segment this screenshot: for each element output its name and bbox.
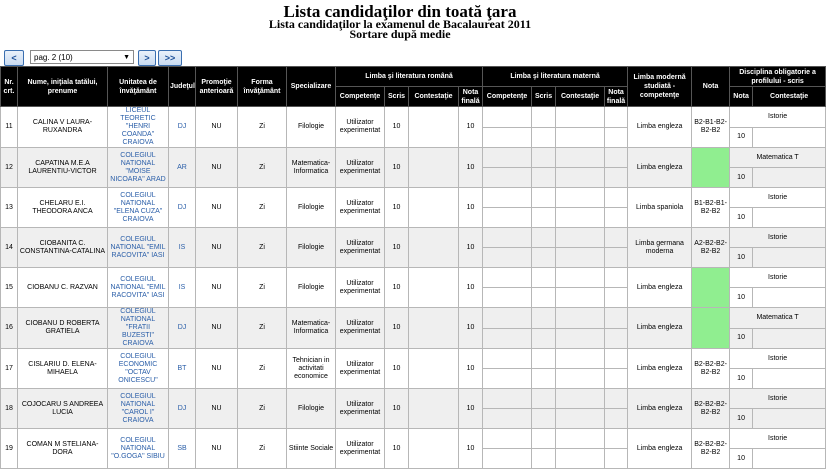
- cell-materna-scris: [532, 429, 556, 449]
- cell-materna-nota: [605, 429, 628, 449]
- cell-specializare: Filologie: [287, 188, 336, 228]
- cell-promotie: NU: [196, 429, 238, 469]
- table-row: [1, 308, 826, 329]
- cell-nume: CALINA V LAURA-RUXANDRA: [18, 107, 108, 148]
- page-select[interactable]: [30, 50, 134, 64]
- cell-disciplina: Istorie: [730, 429, 826, 449]
- cell-materna-scris-2: [532, 328, 556, 349]
- cell-materna-competente: [483, 308, 532, 329]
- cell-disciplina-nota: 10: [730, 288, 753, 308]
- cell-nota: A2-B2-B2-B2-B2: [692, 228, 730, 268]
- cell-materna-scris: [532, 268, 556, 288]
- table-row: [1, 148, 826, 168]
- cell-competente: Utilizator experimentat: [336, 107, 385, 148]
- table-row: [1, 429, 826, 449]
- cell-materna-scris: [532, 228, 556, 248]
- cell-materna-competente-2: [483, 248, 532, 268]
- cell-promotie: NU: [196, 389, 238, 429]
- cell-unitate[interactable]: COLEGIUL NATIONAL "FRATII BUZESTI" CRAIOVA: [108, 308, 169, 349]
- cell-materna-contestatie: [556, 188, 605, 208]
- col-limba-materna: Limba şi literatura maternă: [483, 67, 628, 87]
- cell-judet[interactable]: DJ: [169, 107, 196, 148]
- cell-materna-scris-2: [532, 127, 556, 148]
- cell-nota-finala: 10: [459, 308, 483, 349]
- cell-materna-competente-2: [483, 369, 532, 389]
- cell-nota: B2-B2-B2-B2-B2: [692, 429, 730, 469]
- cell-materna-scris: [532, 148, 556, 168]
- col-judet: Judeţul: [169, 67, 196, 107]
- cell-materna-contestatie: [556, 228, 605, 248]
- cell-competente: Utilizator experimentat: [336, 349, 385, 389]
- cell-nr: 18: [1, 389, 18, 429]
- cell-materna-nota: [605, 148, 628, 168]
- sort-label: Sortare după medie: [349, 27, 451, 41]
- cell-disciplina: Istorie: [730, 228, 826, 248]
- cell-materna-competente: [483, 107, 532, 128]
- cell-nota: [692, 308, 730, 349]
- cell-materna-competente-2: [483, 288, 532, 308]
- cell-unitate[interactable]: COLEGIUL NATIONAL "MOISE NICOARA" ARAD: [108, 148, 169, 188]
- cell-judet[interactable]: DJ: [169, 188, 196, 228]
- sub-competente-materna: Competenţe: [483, 87, 532, 107]
- cell-materna-contestatie: [556, 268, 605, 288]
- cell-nume: CIOBANITA C. CONSTANTINA-CATALINA: [18, 228, 108, 268]
- cell-materna-competente-2: [483, 449, 532, 469]
- cell-materna-competente-2: [483, 127, 532, 148]
- cell-forma: Zi: [238, 308, 287, 349]
- cell-materna-nota-2: [605, 288, 628, 308]
- cell-nr: 14: [1, 228, 18, 268]
- cell-disciplina: Matematica T: [730, 308, 826, 329]
- cell-limba-moderna: Limba spaniola: [628, 188, 692, 228]
- cell-materna-nota: [605, 268, 628, 288]
- table-row: [1, 228, 826, 248]
- cell-unitate[interactable]: COLEGIUL NATIONAL "EMIL RACOVITA" IASI: [108, 228, 169, 268]
- cell-materna-nota-2: [605, 409, 628, 429]
- cell-specializare: Filologie: [287, 107, 336, 148]
- cell-nume: CAPATINA M.E.A LAURENTIU-VICTOR: [18, 148, 108, 188]
- cell-promotie: NU: [196, 188, 238, 228]
- cell-disciplina-contestatie: [753, 369, 826, 389]
- cell-materna-scris-2: [532, 288, 556, 308]
- cell-specializare: Tehnician in activitati economice: [287, 349, 336, 389]
- cell-nota-finala: 10: [459, 389, 483, 429]
- cell-promotie: NU: [196, 308, 238, 349]
- page-title: Lista candidaţilor din toată ţara: [283, 2, 517, 21]
- cell-materna-competente: [483, 349, 532, 369]
- cell-materna-contestatie: [556, 107, 605, 128]
- sub-nota-finala: Nota finală: [459, 87, 483, 107]
- cell-limba-moderna: Limba engleza: [628, 268, 692, 308]
- cell-nume: CISLARIU D. ELENA-MIHAELA: [18, 349, 108, 389]
- cell-judet[interactable]: IS: [169, 268, 196, 308]
- cell-nota-finala: 10: [459, 148, 483, 188]
- cell-materna-competente: [483, 188, 532, 208]
- cell-competente: Utilizator experimentat: [336, 429, 385, 469]
- cell-materna-contestatie-2: [556, 369, 605, 389]
- cell-materna-nota-2: [605, 449, 628, 469]
- cell-promotie: NU: [196, 349, 238, 389]
- cell-materna-nota: [605, 107, 628, 128]
- cell-contestatie: [409, 107, 459, 148]
- cell-unitate[interactable]: LICEUL TEORETIC "HENRI COANDA" CRAIOVA: [108, 107, 169, 148]
- table-row: [1, 349, 826, 369]
- sub-contestatie-disciplina: Contestaţie: [753, 87, 826, 107]
- next-page-button[interactable]: >: [138, 50, 156, 66]
- col-nume: Nume, iniţiala tatălui, prenume: [18, 67, 108, 107]
- cell-materna-nota: [605, 188, 628, 208]
- cell-competente: Utilizator experimentat: [336, 308, 385, 349]
- prev-page-button[interactable]: <: [4, 50, 24, 66]
- cell-materna-scris: [532, 389, 556, 409]
- cell-materna-nota: [605, 308, 628, 329]
- cell-materna-competente: [483, 228, 532, 248]
- cell-judet[interactable]: BT: [169, 349, 196, 389]
- cell-nota: [692, 148, 730, 188]
- cell-materna-scris: [532, 188, 556, 208]
- cell-scris: 10: [385, 107, 409, 148]
- cell-contestatie: [409, 228, 459, 268]
- cell-unitate[interactable]: COLEGIUL ECONOMIC "OCTAV ONICESCU": [108, 349, 169, 389]
- candidates-table: [0, 66, 826, 469]
- col-specializare: Specializare: [287, 67, 336, 107]
- cell-materna-competente: [483, 429, 532, 449]
- col-nota: Nota: [692, 67, 730, 107]
- sub-nota-disciplina: Nota: [730, 87, 753, 107]
- cell-disciplina: Istorie: [730, 349, 826, 369]
- cell-nota-finala: 10: [459, 228, 483, 268]
- cell-materna-nota-2: [605, 248, 628, 268]
- table-row: [1, 188, 826, 208]
- table-row: [1, 389, 826, 409]
- cell-nume: CHELARU E.I. THEODORA ANCA: [18, 188, 108, 228]
- col-unitate: Unitatea de învăţământ: [108, 67, 169, 107]
- cell-materna-scris-2: [532, 248, 556, 268]
- cell-scris: 10: [385, 389, 409, 429]
- cell-materna-contestatie: [556, 349, 605, 369]
- cell-disciplina: Istorie: [730, 107, 826, 128]
- cell-materna-contestatie-2: [556, 168, 605, 188]
- cell-unitate[interactable]: COLEGIUL NATIONAL "ELENA CUZA" CRAIOVA: [108, 188, 169, 228]
- cell-nota: B2-B2-B2-B2-B2: [692, 349, 730, 389]
- cell-contestatie: [409, 429, 459, 469]
- cell-limba-moderna: Limba germana moderna: [628, 228, 692, 268]
- cell-contestatie: [409, 188, 459, 228]
- cell-competente: Utilizator experimentat: [336, 268, 385, 308]
- cell-disciplina: Istorie: [730, 389, 826, 409]
- cell-scris: 10: [385, 188, 409, 228]
- cell-materna-nota: [605, 389, 628, 409]
- page-select-value: pag. 2 (10): [34, 53, 73, 62]
- sub-competente: Competenţe: [336, 87, 385, 107]
- cell-materna-competente-2: [483, 328, 532, 349]
- cell-disciplina-contestatie: [753, 409, 826, 429]
- cell-materna-nota: [605, 349, 628, 369]
- cell-disciplina-nota: 10: [730, 168, 753, 188]
- cell-disciplina-nota: 10: [730, 449, 753, 469]
- cell-nota: B2-B1-B2-B2-B2: [692, 107, 730, 148]
- cell-disciplina: Istorie: [730, 268, 826, 288]
- cell-materna-scris-2: [532, 208, 556, 228]
- cell-nr: 13: [1, 188, 18, 228]
- cell-materna-contestatie: [556, 389, 605, 409]
- cell-nume: COJOCARU S ANDREEA LUCIA: [18, 389, 108, 429]
- cell-materna-competente-2: [483, 409, 532, 429]
- col-disciplina: Disciplina obligatorie a profilului - scris: [730, 67, 826, 87]
- cell-nr: 16: [1, 308, 18, 349]
- cell-contestatie: [409, 308, 459, 349]
- cell-nume: CIOBANU C. RAZVAN: [18, 268, 108, 308]
- cell-limba-moderna: Limba engleza: [628, 107, 692, 148]
- cell-materna-scris: [532, 107, 556, 128]
- cell-specializare: Stiinte Sociale: [287, 429, 336, 469]
- cell-promotie: NU: [196, 148, 238, 188]
- cell-disciplina-contestatie: [753, 208, 826, 228]
- cell-materna-competente-2: [483, 168, 532, 188]
- cell-nr: 17: [1, 349, 18, 389]
- cell-contestatie: [409, 349, 459, 389]
- table-row: [1, 268, 826, 288]
- cell-forma: Zi: [238, 107, 287, 148]
- sub-nota-finala-materna: Nota finală: [605, 87, 628, 107]
- cell-materna-nota-2: [605, 208, 628, 228]
- cell-limba-moderna: Limba engleza: [628, 148, 692, 188]
- cell-nr: 19: [1, 429, 18, 469]
- cell-materna-competente-2: [483, 208, 532, 228]
- cell-competente: Utilizator experimentat: [336, 188, 385, 228]
- cell-materna-scris-2: [532, 369, 556, 389]
- cell-limba-moderna: Limba engleza: [628, 429, 692, 469]
- cell-materna-nota-2: [605, 127, 628, 148]
- cell-forma: Zi: [238, 389, 287, 429]
- table-row: [1, 107, 826, 128]
- cell-nr: 15: [1, 268, 18, 308]
- cell-materna-scris: [532, 308, 556, 329]
- cell-contestatie: [409, 389, 459, 429]
- cell-materna-scris: [532, 349, 556, 369]
- cell-unitate[interactable]: COLEGIUL NATIONAL "EMIL RACOVITA" IASI: [108, 268, 169, 308]
- cell-disciplina-contestatie: [753, 168, 826, 188]
- cell-specializare: Filologie: [287, 268, 336, 308]
- cell-forma: Zi: [238, 349, 287, 389]
- cell-limba-moderna: Limba engleza: [628, 389, 692, 429]
- cell-nota-finala: 10: [459, 349, 483, 389]
- cell-materna-contestatie-2: [556, 208, 605, 228]
- cell-judet[interactable]: DJ: [169, 389, 196, 429]
- col-nr: Nr. crt.: [1, 67, 18, 107]
- sub-scris-materna: Scris: [532, 87, 556, 107]
- cell-materna-nota: [605, 228, 628, 248]
- page-subtitle: Lista candidaţilor la examenul de Bacalaureat 2011: [268, 17, 532, 31]
- cell-disciplina-nota: 10: [730, 248, 753, 268]
- cell-materna-nota-2: [605, 369, 628, 389]
- cell-unitate[interactable]: COLEGIUL NATIONAL "CAROL I" CRAIOVA: [108, 389, 169, 429]
- cell-scris: 10: [385, 268, 409, 308]
- cell-forma: Zi: [238, 148, 287, 188]
- cell-competente: Utilizator experimentat: [336, 228, 385, 268]
- cell-disciplina-contestatie: [753, 328, 826, 349]
- cell-nota: [692, 268, 730, 308]
- cell-materna-contestatie-2: [556, 328, 605, 349]
- cell-nota: B2-B2-B2-B2-B2: [692, 389, 730, 429]
- cell-nota-finala: 10: [459, 188, 483, 228]
- cell-limba-moderna: Limba engleza: [628, 349, 692, 389]
- cell-nota-finala: 10: [459, 268, 483, 308]
- cell-materna-competente: [483, 268, 532, 288]
- cell-scris: 10: [385, 349, 409, 389]
- cell-disciplina: Matematica T: [730, 148, 826, 168]
- cell-unitate[interactable]: COLEGIUL NATIONAL "O.GOGA" SIBIU: [108, 429, 169, 469]
- cell-judet[interactable]: SB: [169, 429, 196, 469]
- cell-specializare: Matematica-Informatica: [287, 148, 336, 188]
- cell-materna-competente: [483, 389, 532, 409]
- cell-specializare: Matematica-Informatica: [287, 308, 336, 349]
- cell-contestatie: [409, 148, 459, 188]
- cell-disciplina-nota: 10: [730, 369, 753, 389]
- cell-judet[interactable]: IS: [169, 228, 196, 268]
- cell-specializare: Filologie: [287, 389, 336, 429]
- cell-forma: Zi: [238, 228, 287, 268]
- cell-nume: COMAN M STELIANA-DORA: [18, 429, 108, 469]
- cell-limba-moderna: Limba engleza: [628, 308, 692, 349]
- sub-scris: Scris: [385, 87, 409, 107]
- cell-materna-contestatie: [556, 429, 605, 449]
- cell-disciplina-contestatie: [753, 288, 826, 308]
- cell-promotie: NU: [196, 107, 238, 148]
- cell-promotie: NU: [196, 228, 238, 268]
- cell-disciplina-contestatie: [753, 449, 826, 469]
- col-limba-moderna: Limba modernă studiată - competenţe: [628, 67, 692, 107]
- cell-nume: CIOBANU D ROBERTA GRATIELA: [18, 308, 108, 349]
- cell-specializare: Filologie: [287, 228, 336, 268]
- cell-promotie: NU: [196, 268, 238, 308]
- col-promotie: Promoţie anterioară: [196, 67, 238, 107]
- cell-scris: 10: [385, 429, 409, 469]
- cell-materna-nota-2: [605, 328, 628, 349]
- cell-materna-contestatie-2: [556, 409, 605, 429]
- cell-materna-contestatie-2: [556, 449, 605, 469]
- cell-disciplina-contestatie: [753, 127, 826, 148]
- chevron-down-icon: ▼: [123, 54, 130, 61]
- last-page-button[interactable]: >>: [158, 50, 182, 66]
- cell-judet[interactable]: AR: [169, 148, 196, 188]
- cell-forma: Zi: [238, 188, 287, 228]
- cell-disciplina-nota: 10: [730, 328, 753, 349]
- cell-materna-nota-2: [605, 168, 628, 188]
- cell-contestatie: [409, 268, 459, 308]
- cell-competente: Utilizator experimentat: [336, 389, 385, 429]
- cell-materna-contestatie-2: [556, 288, 605, 308]
- cell-competente: Utilizator experimentat: [336, 148, 385, 188]
- cell-forma: Zi: [238, 429, 287, 469]
- cell-scris: 10: [385, 308, 409, 349]
- cell-materna-scris-2: [532, 409, 556, 429]
- cell-materna-contestatie-2: [556, 127, 605, 148]
- cell-disciplina-nota: 10: [730, 409, 753, 429]
- cell-materna-scris-2: [532, 168, 556, 188]
- cell-scris: 10: [385, 228, 409, 268]
- cell-materna-contestatie: [556, 148, 605, 168]
- col-forma: Forma învăţământ: [238, 67, 287, 107]
- cell-disciplina-contestatie: [753, 248, 826, 268]
- cell-nota-finala: 10: [459, 107, 483, 148]
- cell-materna-scris-2: [532, 449, 556, 469]
- cell-nota: B1-B2-B1-B2-B2: [692, 188, 730, 228]
- cell-materna-competente: [483, 148, 532, 168]
- cell-nr: 11: [1, 107, 18, 148]
- cell-disciplina: Istorie: [730, 188, 826, 208]
- col-limba-romana: Limba şi literatura română: [336, 67, 483, 87]
- sub-contestatie: Contestaţie: [409, 87, 459, 107]
- cell-disciplina-nota: 10: [730, 208, 753, 228]
- cell-forma: Zi: [238, 268, 287, 308]
- cell-materna-contestatie: [556, 308, 605, 329]
- cell-materna-contestatie-2: [556, 248, 605, 268]
- sub-contestatie-materna: Contestaţie: [556, 87, 605, 107]
- cell-nr: 12: [1, 148, 18, 188]
- cell-nota-finala: 10: [459, 429, 483, 469]
- cell-judet[interactable]: DJ: [169, 308, 196, 349]
- cell-disciplina-nota: 10: [730, 127, 753, 148]
- cell-scris: 10: [385, 148, 409, 188]
